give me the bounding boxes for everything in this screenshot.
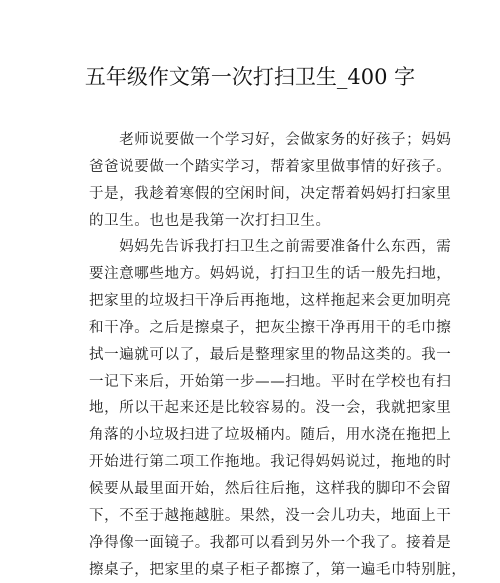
text-line: 于是，我趁着寒假的空闲时间，决定帮着妈妈打扫家里 [89, 181, 424, 208]
text-line: 角落的小垃圾扫进了垃圾桶内。随后，用水浇在拖把上 [89, 422, 424, 449]
text-line: 把家里的垃圾扫干净后再拖地，这样拖起来会更加明亮 [89, 288, 424, 315]
text-line: 下，不至于越拖越脏。果然，没一会儿功夫，地面上干 [89, 503, 424, 530]
text-line: 开始进行第二项工作拖地。我记得妈妈说过，拖地的时 [89, 449, 424, 476]
document-title: 五年级作文第一次打扫卫生_400 字 [0, 62, 500, 92]
text-line: 拭一遍就可以了，最后是整理家里的物品这类的。我一 [89, 342, 424, 369]
text-line: 妈妈先告诉我打扫卫生之前需要准备什么东西，需 [89, 234, 424, 261]
text-line: 候要从最里面开始，然后往后拖，这样我的脚印不会留 [89, 476, 424, 503]
document-body [89, 127, 424, 583]
text-line: 爸爸说要做一个踏实学习，帮着家里做事情的好孩子。 [89, 154, 424, 181]
text-line: 和干净。之后是擦桌子，把灰尘擦干净再用干的毛巾擦 [89, 315, 424, 342]
text-line: 一记下来后，开始第一步——扫地。平时在学校也有扫 [89, 369, 424, 396]
text-line: 地，所以干起来还是比较容易的。没一会，我就把家里 [89, 395, 424, 422]
text-line: 净得像一面镜子。我都可以看到另外一个我了。接着是 [89, 530, 424, 557]
text-line: 擦桌子，把家里的桌子柜子都擦了，第一遍毛巾特别脏， [89, 557, 424, 583]
text-line: 老师说要做一个学习好，会做家务的好孩子；妈妈 [89, 127, 424, 154]
text-line: 的卫生。也也是我第一次打扫卫生。 [89, 208, 424, 235]
text-line: 要注意哪些地方。妈妈说，打扫卫生的话一般先扫地， [89, 261, 424, 288]
